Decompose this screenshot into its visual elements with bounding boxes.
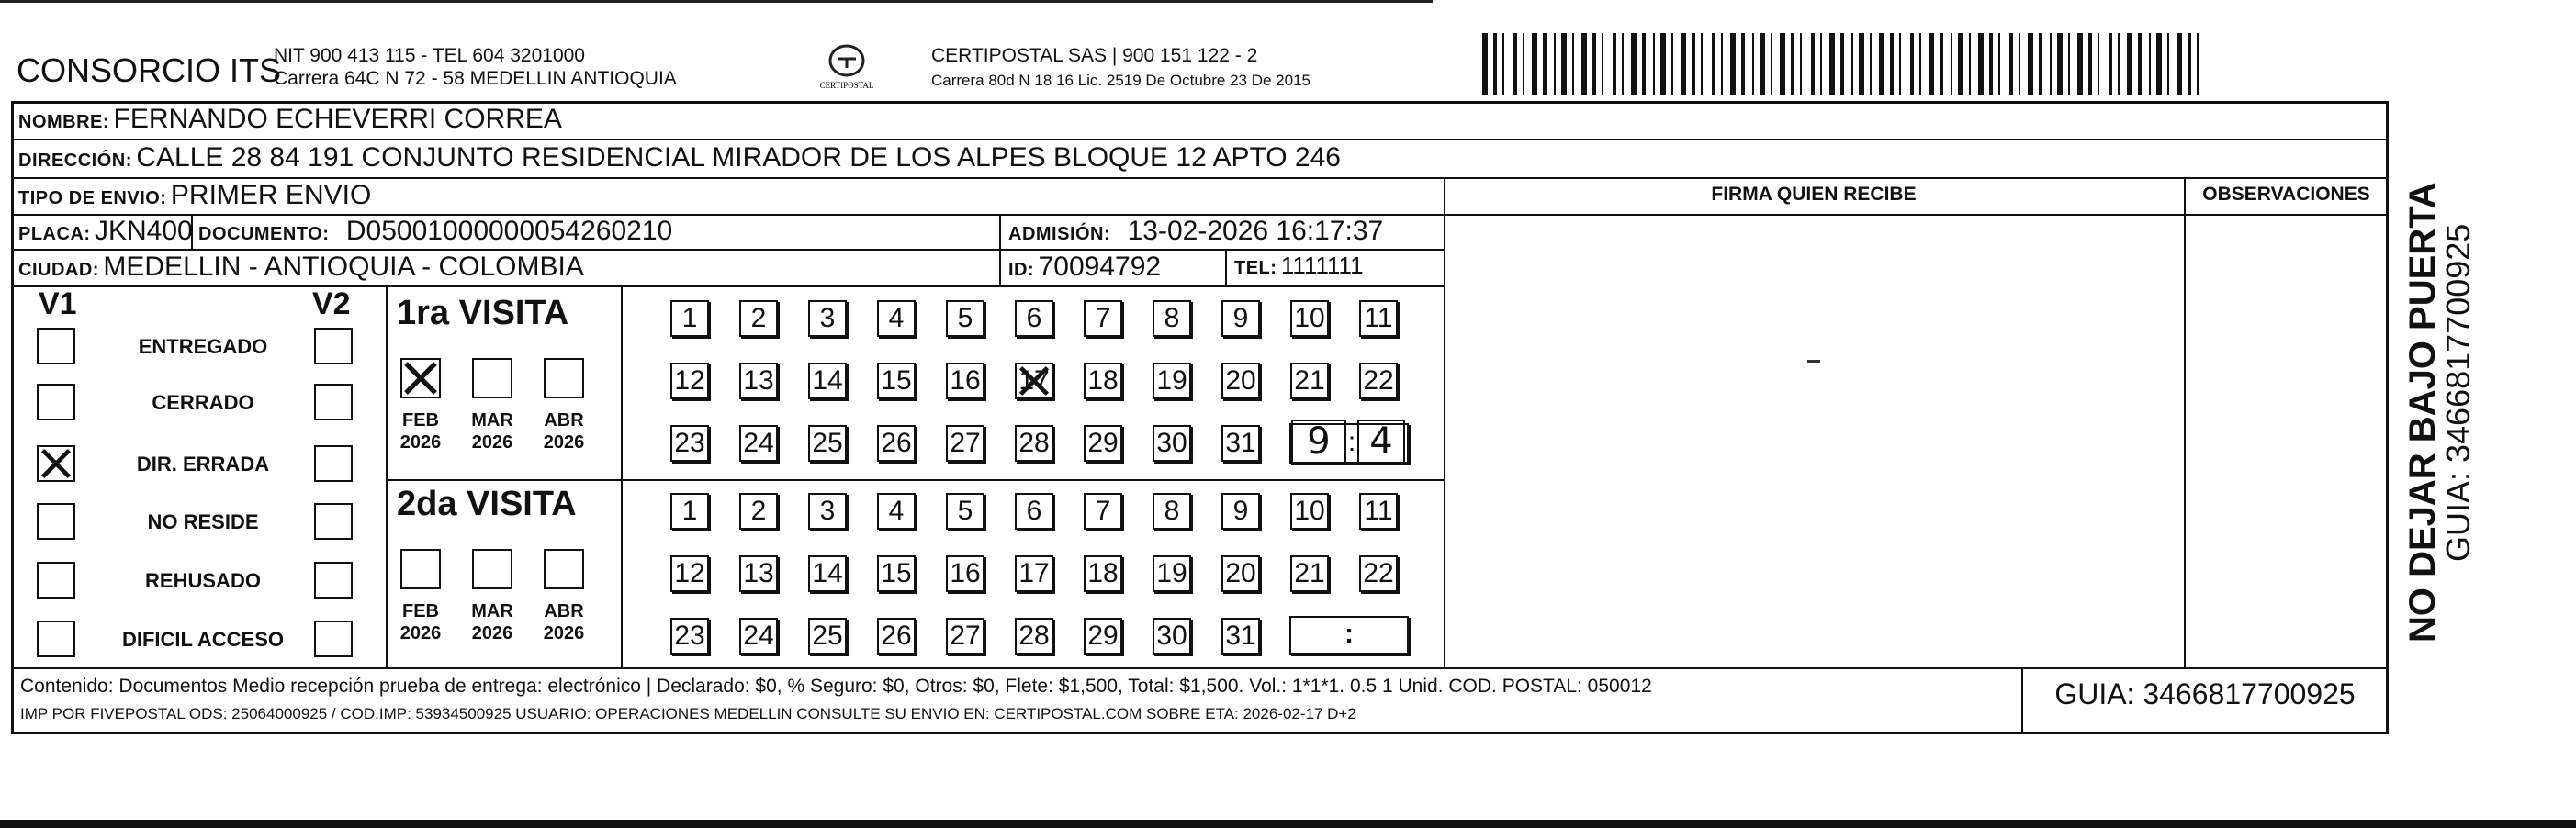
second-month-label: MAR xyxy=(471,601,513,621)
barcode-bar xyxy=(1940,33,1943,95)
second-day-box[interactable]: 12 xyxy=(670,555,709,592)
ciudad-label: CIUDAD: xyxy=(18,260,99,280)
barcode-bar xyxy=(1951,33,1952,95)
v2-checkbox[interactable] xyxy=(314,328,353,364)
barcode-bar xyxy=(1800,33,1802,95)
barcode-bar xyxy=(2197,33,2199,95)
admision-value: 13-02-2026 16:17:37 xyxy=(1127,216,1384,246)
barcode-bar xyxy=(1989,33,1993,95)
second-day-box[interactable]: 31 xyxy=(1221,618,1260,655)
second-day-box[interactable]: 3 xyxy=(808,493,847,530)
barcode-bar xyxy=(1791,33,1794,95)
firma-header: FIRMA QUIEN RECIBE xyxy=(1711,184,1917,205)
documento-label: DOCUMENTO: xyxy=(198,224,330,244)
second-month-label: FEB xyxy=(402,601,439,621)
barcode-bar xyxy=(1899,33,1901,95)
tel-value: 1111111 xyxy=(1280,252,1364,279)
barcode-bar xyxy=(1958,33,1963,95)
first-day-box[interactable]: 14 xyxy=(808,363,847,399)
first-day-box[interactable]: 7 xyxy=(1084,300,1122,337)
certipostal-logo xyxy=(814,40,880,95)
side-warning: NO DEJAR BAJO PUERTA xyxy=(2402,182,2443,643)
first-month-checkbox[interactable] xyxy=(472,358,512,398)
first-day-box[interactable]: 11 xyxy=(1359,300,1398,337)
barcode-bar xyxy=(1811,33,1815,95)
second-year-label: 2026 xyxy=(399,623,442,643)
barcode-bar xyxy=(1482,33,1488,95)
barcode-bar xyxy=(2039,33,2042,95)
tipo-value: PRIMER ENVIO xyxy=(170,180,372,210)
company-name: CONSORCIO ITS xyxy=(17,51,282,89)
second-day-box[interactable]: 1 xyxy=(670,493,709,530)
barcode-bar xyxy=(1523,33,1524,95)
barcode-bar xyxy=(1581,33,1587,95)
second-day-box[interactable]: 28 xyxy=(1015,618,1053,655)
first-day-box[interactable]: 5 xyxy=(946,300,984,337)
second-day-box[interactable]: 5 xyxy=(946,493,984,530)
first-day-box[interactable]: 26 xyxy=(877,425,916,462)
certipostal-address: Carrera 80d N 18 16 Lic. 2519 De Octubre 23 De 2015 xyxy=(931,72,1310,89)
first-day-box[interactable]: 16 xyxy=(946,363,984,399)
barcode-bar xyxy=(1642,33,1646,95)
barcode-bar xyxy=(1622,33,1624,95)
direccion-value: CALLE 28 84 191 CONJUNTO RESIDENCIAL MIRADOR DE LOS ALPES BLOQUE 12 APTO 246 xyxy=(136,142,1341,173)
state-label: DIFICIL ACCESO xyxy=(121,628,284,651)
v2-checkbox[interactable] xyxy=(314,384,353,420)
barcode-bar xyxy=(1692,33,1695,95)
second-month-checkbox[interactable] xyxy=(400,549,441,589)
second-month-checkbox[interactable] xyxy=(544,549,584,589)
second-day-box[interactable]: 4 xyxy=(877,493,916,530)
second-day-box[interactable]: 22 xyxy=(1359,555,1398,592)
first-day-box[interactable]: 24 xyxy=(739,425,778,462)
first-day-box[interactable]: 15 xyxy=(877,363,916,399)
barcode-bar xyxy=(2127,33,2132,95)
second-day-box[interactable]: 11 xyxy=(1359,493,1398,530)
footer-print-line: IMP POR FIVEPOSTAL ODS: 25064000925 / COD.IMP: 53934500925 USUARIO: OPERACIONES MEDELLIN CONSULTE SU ENVIO EN: CERTIPOSTAL.COM SOBRE ETA: 2026-02-17 D+2 xyxy=(20,705,1356,722)
first-day-box[interactable]: 4 xyxy=(877,300,916,337)
row-ciudad xyxy=(18,252,584,283)
barcode-bar xyxy=(2068,33,2070,95)
row-direccion xyxy=(18,142,1341,173)
first-month-label: FEB xyxy=(402,410,439,431)
v2-checkbox[interactable] xyxy=(314,621,353,657)
v1-checkbox[interactable] xyxy=(37,445,75,482)
v1-checkbox[interactable] xyxy=(37,384,75,420)
second-day-box[interactable]: 24 xyxy=(739,618,778,655)
second-day-box[interactable]: 23 xyxy=(670,618,709,655)
second-visit-title: 2da VISITA xyxy=(397,485,577,523)
first-day-box[interactable]: 31 xyxy=(1221,425,1260,462)
second-year-label: 2026 xyxy=(471,623,513,643)
second-day-box[interactable]: 19 xyxy=(1153,555,1191,592)
second-day-box[interactable]: 14 xyxy=(808,555,847,592)
v1-checkbox[interactable] xyxy=(37,621,75,657)
first-month-label: ABR xyxy=(544,410,584,431)
documento-value: D05001000000054260210 xyxy=(345,216,673,246)
first-day-box[interactable]: 27 xyxy=(946,425,984,462)
barcode-bar xyxy=(1910,33,1914,95)
second-day-box[interactable]: 17 xyxy=(1015,555,1053,592)
v2-label: V2 xyxy=(312,286,351,321)
barcode-bar xyxy=(1890,33,1894,95)
day-number: 17 xyxy=(1018,365,1050,396)
first-day-box[interactable]: 8 xyxy=(1153,300,1191,337)
placa-label: PLACA: xyxy=(18,224,91,244)
barcode-bar xyxy=(1613,33,1616,95)
first-day-box[interactable]: 22 xyxy=(1359,363,1398,399)
first-day-box[interactable]: 23 xyxy=(670,425,709,462)
row-placa xyxy=(18,216,193,247)
first-day-box[interactable]: 29 xyxy=(1084,425,1122,462)
state-label: DIR. ERRADA xyxy=(136,453,270,476)
second-month-label: ABR xyxy=(544,601,584,621)
first-day-box[interactable]: 28 xyxy=(1015,425,1053,462)
first-day-box[interactable]: 25 xyxy=(808,425,847,462)
barcode-bar xyxy=(1851,33,1853,95)
bottom-edge xyxy=(0,820,2576,828)
barcode-bar xyxy=(1978,33,1984,95)
barcode-bar xyxy=(1840,33,1844,95)
first-day-box[interactable]: 9 xyxy=(1221,300,1260,337)
id-label: ID: xyxy=(1008,260,1035,280)
certipostal-line: CERTIPOSTAL SAS | 900 151 122 - 2 xyxy=(931,45,1258,66)
barcode-bar xyxy=(1513,33,1517,95)
barcode-bar xyxy=(1532,33,1537,95)
second-day-box[interactable]: 21 xyxy=(1290,555,1329,592)
first-day-box[interactable]: 30 xyxy=(1153,425,1191,462)
second-day-box[interactable]: 13 xyxy=(739,555,778,592)
second-day-box[interactable]: 25 xyxy=(808,618,847,655)
first-year-label: 2026 xyxy=(399,432,442,453)
barcode-bar xyxy=(1712,33,1715,95)
barcode-bar xyxy=(1671,33,1673,95)
footer-guia: GUIA: 3466817700925 xyxy=(2054,677,2356,711)
barcode-bar xyxy=(2019,33,2020,95)
first-day-box[interactable]: 21 xyxy=(1290,363,1329,399)
second-day-box[interactable]: 20 xyxy=(1221,555,1260,592)
first-month-checkbox[interactable] xyxy=(400,358,441,398)
barcode-bar xyxy=(1631,33,1637,95)
barcode-bar xyxy=(2167,33,2169,95)
tel-label: TEL: xyxy=(1234,258,1277,278)
second-day-box[interactable]: 16 xyxy=(946,555,984,592)
second-day-box[interactable]: 10 xyxy=(1290,493,1329,530)
second-day-box[interactable]: 26 xyxy=(877,618,916,655)
second-day-box[interactable]: 18 xyxy=(1084,555,1122,592)
tipo-label: TIPO DE ENVIO: xyxy=(18,188,167,208)
v1-label: V1 xyxy=(39,286,77,321)
second-day-box[interactable]: 15 xyxy=(877,555,916,592)
barcode-bar xyxy=(1493,33,1497,95)
barcode-bar xyxy=(2138,33,2142,95)
first-day-box[interactable]: 10 xyxy=(1290,300,1329,337)
barcode-bar xyxy=(1919,33,1921,95)
second-day-box[interactable]: 27 xyxy=(946,618,984,655)
v2-checkbox[interactable] xyxy=(314,562,353,599)
barcode-bar xyxy=(2177,33,2182,95)
barcode-bar xyxy=(1969,33,1971,95)
barcode-bar xyxy=(1859,33,1864,95)
first-day-box[interactable]: 18 xyxy=(1084,363,1122,399)
barcode-bar xyxy=(2077,33,2083,95)
first-month-label: MAR xyxy=(471,410,513,431)
row-tel xyxy=(1234,252,1364,280)
company-nit: NIT 900 413 115 - TEL 604 3201000 xyxy=(274,45,585,66)
barcode-bar xyxy=(1870,33,1872,95)
barcode-bar xyxy=(1752,33,1754,95)
v2-checkbox[interactable] xyxy=(314,503,353,540)
signature-mark xyxy=(1807,360,1820,363)
barcode-bar xyxy=(2118,33,2120,95)
barcode-bar xyxy=(2156,33,2162,95)
first-day-box[interactable]: 3 xyxy=(808,300,847,337)
state-label: REHUSADO xyxy=(145,569,261,592)
barcode-bar xyxy=(1730,33,1736,95)
first-year-label: 2026 xyxy=(543,432,585,453)
nombre-value: FERNANDO ECHEVERRI CORREA xyxy=(113,104,562,134)
barcode-bar xyxy=(1741,33,1745,95)
barcode-bar xyxy=(1879,33,1884,95)
first-visit-title: 1ra VISITA xyxy=(397,294,569,332)
nombre-label: NOMBRE: xyxy=(18,112,110,132)
barcode-bar xyxy=(1829,33,1835,95)
first-time-min: 4 xyxy=(1357,420,1405,465)
row-id xyxy=(1008,252,1161,283)
state-label: CERRADO xyxy=(152,391,254,414)
top-edge xyxy=(0,0,1433,3)
first-day-box[interactable]: 13 xyxy=(739,363,778,399)
barcode-bar xyxy=(2149,33,2151,95)
second-day-box[interactable]: 2 xyxy=(739,493,778,530)
barcode-bar xyxy=(1554,33,1556,95)
second-day-box[interactable]: 29 xyxy=(1084,618,1122,655)
second-time-box[interactable]: : xyxy=(1289,616,1409,655)
second-month-checkbox[interactable] xyxy=(472,549,512,589)
first-time-box[interactable] xyxy=(1289,420,1409,464)
barcode-bar xyxy=(1561,33,1567,95)
first-day-box[interactable]: 2 xyxy=(739,300,778,337)
v2-checkbox[interactable] xyxy=(314,445,353,482)
barcode-bar xyxy=(2088,33,2092,95)
direccion-label: DIRECCIÓN: xyxy=(18,151,132,171)
barcode-bar xyxy=(1543,33,1547,95)
company-address: Carrera 64C N 72 - 58 MEDELLIN ANTIOQUIA xyxy=(274,68,677,89)
barcode-bar xyxy=(1701,33,1703,95)
row-tipo xyxy=(18,180,371,211)
barcode-bar xyxy=(1760,33,1765,95)
side-guia: GUIA: 3466817700925 xyxy=(2439,223,2477,562)
barcode-bar xyxy=(1998,33,2000,95)
barcode-bar xyxy=(2009,33,2013,95)
v1-checkbox[interactable] xyxy=(37,328,75,364)
state-label: NO RESIDE xyxy=(147,510,259,533)
state-label: ENTREGADO xyxy=(138,335,268,358)
second-day-box[interactable]: 8 xyxy=(1153,493,1191,530)
first-time-sep: : xyxy=(1347,427,1356,457)
barcode-bar xyxy=(1502,33,1504,95)
barcode-bar xyxy=(1681,33,1686,95)
v1-checkbox[interactable] xyxy=(37,503,75,540)
admision-label: ADMISIÓN: xyxy=(1008,224,1111,244)
first-time-hour: 9 xyxy=(1291,420,1346,465)
first-day-box[interactable]: 6 xyxy=(1015,300,1053,337)
second-day-box[interactable]: 7 xyxy=(1084,493,1122,530)
footer-content-line: Contenido: Documentos Medio recepción prueba de entrega: electrónico | Declarado: $0, % Seguro: $0, Otros: $0, Flete: $1,500, Total: $1,500. Vol.: 1*1*1. 0.5 1 Unid. COD. POSTAL: 050012 xyxy=(20,676,1652,697)
barcode-bar xyxy=(2109,33,2112,95)
second-day-box[interactable]: 9 xyxy=(1221,493,1260,530)
ciudad-value: MEDELLIN - ANTIOQUIA - COLOMBIA xyxy=(103,252,584,282)
second-day-box[interactable]: 30 xyxy=(1153,618,1191,655)
first-year-label: 2026 xyxy=(471,432,513,453)
barcode-bar xyxy=(2098,33,2099,95)
row-admision xyxy=(1008,216,1383,247)
barcode-bar xyxy=(1820,33,1822,95)
logo-text: CERTIPOSTAL xyxy=(819,81,874,90)
barcode-bar xyxy=(1660,33,1666,95)
barcode xyxy=(1482,33,2208,95)
second-day-box[interactable]: 6 xyxy=(1015,493,1053,530)
barcode-bar xyxy=(2188,33,2191,95)
first-day-box[interactable] xyxy=(1015,363,1053,399)
placa-value: JKN400 xyxy=(95,216,193,246)
row-nombre xyxy=(18,104,562,135)
second-year-label: 2026 xyxy=(543,623,585,643)
first-day-box[interactable]: 19 xyxy=(1153,363,1191,399)
barcode-bar xyxy=(1592,33,1596,95)
v1-checkbox[interactable] xyxy=(37,562,75,599)
barcode-bar xyxy=(2057,33,2063,95)
observaciones-header: OBSERVACIONES xyxy=(2202,184,2370,205)
id-value: 70094792 xyxy=(1038,252,1162,282)
barcode-bar xyxy=(1721,33,1723,95)
barcode-bar xyxy=(1653,33,1655,95)
barcode-bar xyxy=(1572,33,1574,95)
row-documento xyxy=(198,216,672,247)
barcode-bar xyxy=(2050,33,2052,95)
first-day-box[interactable]: 1 xyxy=(670,300,709,337)
barcode-bar xyxy=(1771,33,1772,95)
first-day-box[interactable]: 20 xyxy=(1221,363,1260,399)
first-month-checkbox[interactable] xyxy=(544,358,584,398)
barcode-bar xyxy=(1602,33,1603,95)
barcode-bar xyxy=(2028,33,2033,95)
barcode-bar xyxy=(1929,33,1934,95)
barcode-bar xyxy=(1780,33,1785,95)
first-day-box[interactable]: 12 xyxy=(670,363,709,399)
